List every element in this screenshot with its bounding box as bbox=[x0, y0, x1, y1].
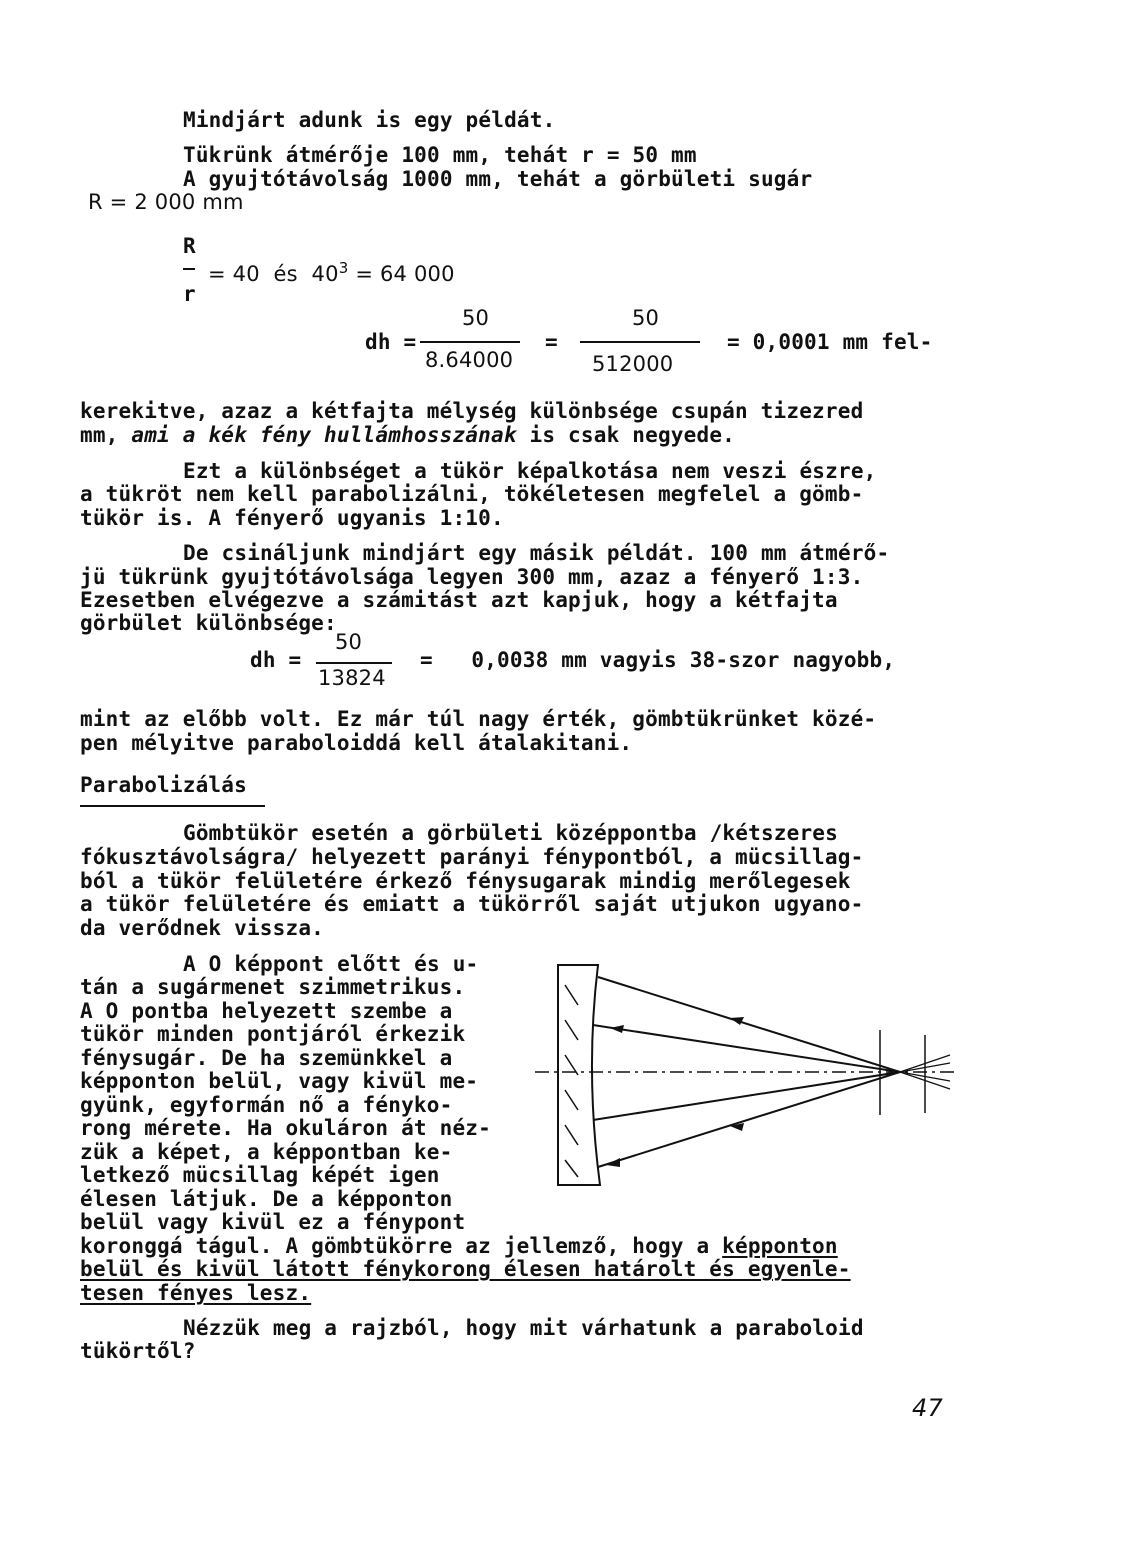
dh-numerator: 50 bbox=[632, 306, 660, 330]
text-line: Ezt a különbséget a tükör képalkotása nem veszi észre, bbox=[183, 459, 877, 483]
text-line: fénysugár. De ha szemünkkel a bbox=[80, 1046, 453, 1070]
text-line: Nézzük meg a rajzból, hogy mit várhatunk a paraboloid bbox=[183, 1316, 864, 1340]
text-line: A gyujtótávolság 1000 mm, tehát a görbületi sugár bbox=[183, 167, 813, 191]
text-line: gyünk, egyformán nő a fényko- bbox=[80, 1093, 453, 1117]
text-line: ból a tükör felületére érkező fénysugarak mindig merőlegesek bbox=[80, 869, 851, 893]
dh-numerator: 50 bbox=[462, 306, 490, 330]
dh-label: dh = bbox=[365, 330, 417, 354]
dh-result: = 0,0038 mm vagyis 38-szor nagyobb, bbox=[420, 648, 896, 672]
text-line: fókusztávolságra/ helyezett parányi fénypontból, a mücsillag- bbox=[80, 845, 864, 869]
fraction-bar bbox=[316, 662, 392, 664]
section-heading: Parabolizálás bbox=[80, 773, 247, 797]
fraction-bar bbox=[420, 341, 520, 343]
text-line: letkező mücsillag képét igen bbox=[80, 1163, 440, 1187]
text-line: koronggá tágul. A gömbtükörre az jellemző, hogy a képponton bbox=[80, 1234, 838, 1258]
text-line: kerekitve, azaz a kétfajta mélység különbsége csupán tizezred bbox=[80, 399, 864, 423]
equals-sign: = bbox=[545, 330, 558, 354]
text-line: a tükröt nem kell parabolizálni, tökéletesen megfelel a gömb- bbox=[80, 482, 864, 506]
fraction-bar bbox=[183, 268, 195, 270]
ratio-denominator: r bbox=[183, 282, 196, 306]
text-line: mm, ami a kék fény hullámhosszának is csak negyede. bbox=[80, 423, 736, 447]
ratio-numerator: R bbox=[183, 234, 196, 258]
text-line: Mindjárt adunk is egy példát. bbox=[183, 108, 556, 132]
text-line: R = 2 000 mm bbox=[88, 190, 244, 214]
text-line: Gömbtükör esetén a görbületi középpontba /kétszeres bbox=[183, 821, 838, 845]
text-line: da verődnek vissza. bbox=[80, 916, 325, 940]
mirror-ray-diagram bbox=[530, 955, 960, 1195]
text-line: A O pontba helyezett szembe a bbox=[80, 999, 453, 1023]
text-line: belül és kivül látott fénykorong élesen határolt és egyenle- bbox=[80, 1257, 851, 1281]
dh-denominator: 13824 bbox=[318, 666, 386, 690]
text-line: pen mélyitve paraboloiddá kell átalakitani. bbox=[80, 731, 633, 755]
ratio-equation: = 40 és $40^3 = 64$ 000 bbox=[208, 259, 455, 286]
text-line: tán a sugármenet szimmetrikus. bbox=[80, 975, 466, 999]
text-line: jü tükrünk gyujtótávolsága legyen 300 mm, azaz a fényerő 1:3. bbox=[80, 565, 864, 589]
page-number: 47 bbox=[912, 1394, 943, 1422]
text-line: mint az előbb volt. Ez már túl nagy érték, gömbtükrünket közé- bbox=[80, 707, 877, 731]
text-line: Ezesetben elvégezve a számitást azt kapjuk, hogy a kétfajta bbox=[80, 588, 838, 612]
text-line: a tükör felületére és emiatt a tükörről saját utjukon ugyano- bbox=[80, 892, 864, 916]
text-line: A O képpont előtt és u- bbox=[183, 952, 479, 976]
dh-label: dh = bbox=[250, 648, 302, 672]
fraction-bar bbox=[580, 341, 700, 343]
heading-underline bbox=[80, 805, 265, 807]
text-line: rong mérete. Ha okuláron át néz- bbox=[80, 1116, 491, 1140]
text-line: belül vagy kivül ez a fénypont bbox=[80, 1210, 466, 1234]
text-line: görbület különbsége: bbox=[80, 611, 337, 635]
text-line: tükör minden pontjáról érkezik bbox=[80, 1022, 466, 1046]
text-line: tükör is. A fényerő ugyanis 1:10. bbox=[80, 506, 504, 530]
text-line: tükörtől? bbox=[80, 1339, 196, 1363]
text-line: Tükrünk átmérője 100 mm, tehát r = 50 mm bbox=[183, 143, 697, 167]
text-line: De csináljunk mindjárt egy másik példát. 100 mm átmérő- bbox=[183, 541, 890, 565]
text-line: képponton belül, vagy kivül me- bbox=[80, 1069, 479, 1093]
dh-numerator: 50 bbox=[335, 630, 363, 654]
dh-result: = 0,0001 mm fel- bbox=[727, 330, 933, 354]
dh-denominator: 512000 bbox=[592, 352, 674, 376]
text-line: élesen látjuk. De a képponton bbox=[80, 1187, 453, 1211]
text-line: zük a képet, a képpontban ke- bbox=[80, 1140, 453, 1164]
text-line: tesen fényes lesz. bbox=[80, 1281, 312, 1305]
dh-denominator: 8.64000 bbox=[425, 348, 514, 372]
